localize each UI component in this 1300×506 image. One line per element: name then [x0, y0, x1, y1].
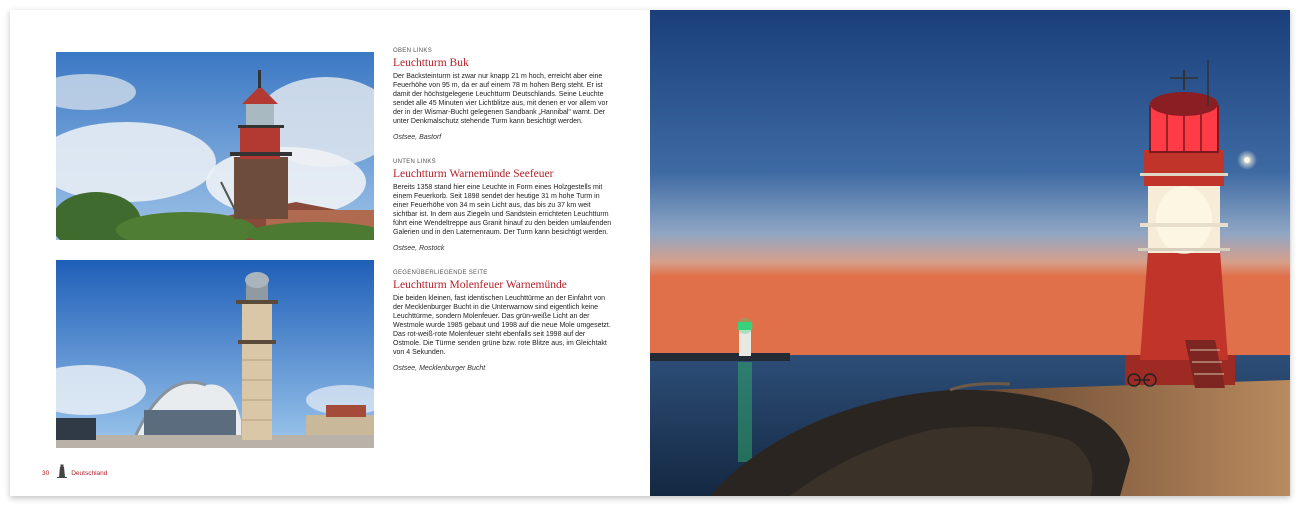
section-kicker: OBEN LINKS	[393, 48, 433, 54]
photo-leuchtturm-buk	[56, 52, 374, 240]
section-body: Der Backsteinturm ist zwar nur knapp 21 m hoch, erreicht aber eine Feuerhöhe von 95 m, da er auf einem 78 m hohen Berg steht. Er ist damit der höchstgelegene Leuchtturm Deutschlands. Seine Leuchte sendet alle 45 Minuten vier Lichtblitze aus, mit denen er vor allem vor der in der Wismar-Bucht gelegenen Sandbank „Hannibal“ warnt. Der unter Denkmalschutz stehende Turm kann besichtigt werden.	[393, 73, 608, 125]
lighthouse-icon	[57, 464, 67, 483]
left-page	[10, 10, 650, 496]
book-spread	[10, 10, 1290, 496]
section-body: Die beiden kleinen, fast identischen Leuchttürme an der Einfahrt von der Mecklenburger Bucht in die Unterwarnow sind eigentlich keine Leuchttürme, sondern Molenfeuer. Das grün-weiße Licht an der Westmole wurde 1985 gebaut und 1998 auf die neue Mole umgesetzt. Das rot-weiß-rote Molenfeuer steht ebenfalls seit 1998 auf der Ostmole. Die Türme senden grüne bzw. rote Blitze aus, im Gleichtakt von 4 Sekunden.	[393, 295, 611, 356]
section-molenfeuer	[393, 270, 615, 372]
photo-molenfeuer-warnemuende	[650, 10, 1290, 496]
section-buk	[393, 48, 615, 141]
section-location: Ostsee, Mecklenburger Bucht	[393, 365, 486, 372]
section-heading: Leuchtturm Buk	[393, 57, 469, 69]
page-number: 30	[42, 470, 50, 477]
section-kicker: UNTEN LINKS	[393, 159, 436, 165]
section-heading: Leuchtturm Molenfeuer Warnemünde	[393, 279, 567, 291]
section-kicker: GEGENÜBERLIEGENDE SEITE	[393, 270, 488, 276]
page-footer	[42, 464, 107, 483]
section-body: Bereits 1358 stand hier eine Leuchte in Form eines Holzgestells mit einem Feuerkorb. Seit 1898 sendet der heutige 31 m hohe Turm in einer Feuerhöhe von 34 m sein Licht aus, das bis zu 37 km weit sichtbar ist. In dem aus Ziegeln und Sandstein errichteten Leuchtturm führt eine Wendeltreppe aus Granit hinauf zu den beiden umlaufenden Galerien und in den Laternenraum. Der Turm kann besichtigt werden.	[393, 184, 612, 236]
section-location: Ostsee, Rostock	[393, 245, 445, 252]
section-warnemuende-seefeuer	[393, 159, 615, 252]
chapter-title: Deutschland	[71, 470, 108, 477]
text-column	[393, 48, 615, 384]
section-location: Ostsee, Bastorf	[393, 134, 442, 141]
section-heading: Leuchtturm Warnemünde Seefeuer	[393, 168, 554, 180]
photo-leuchtturm-warnemuende	[56, 260, 374, 448]
